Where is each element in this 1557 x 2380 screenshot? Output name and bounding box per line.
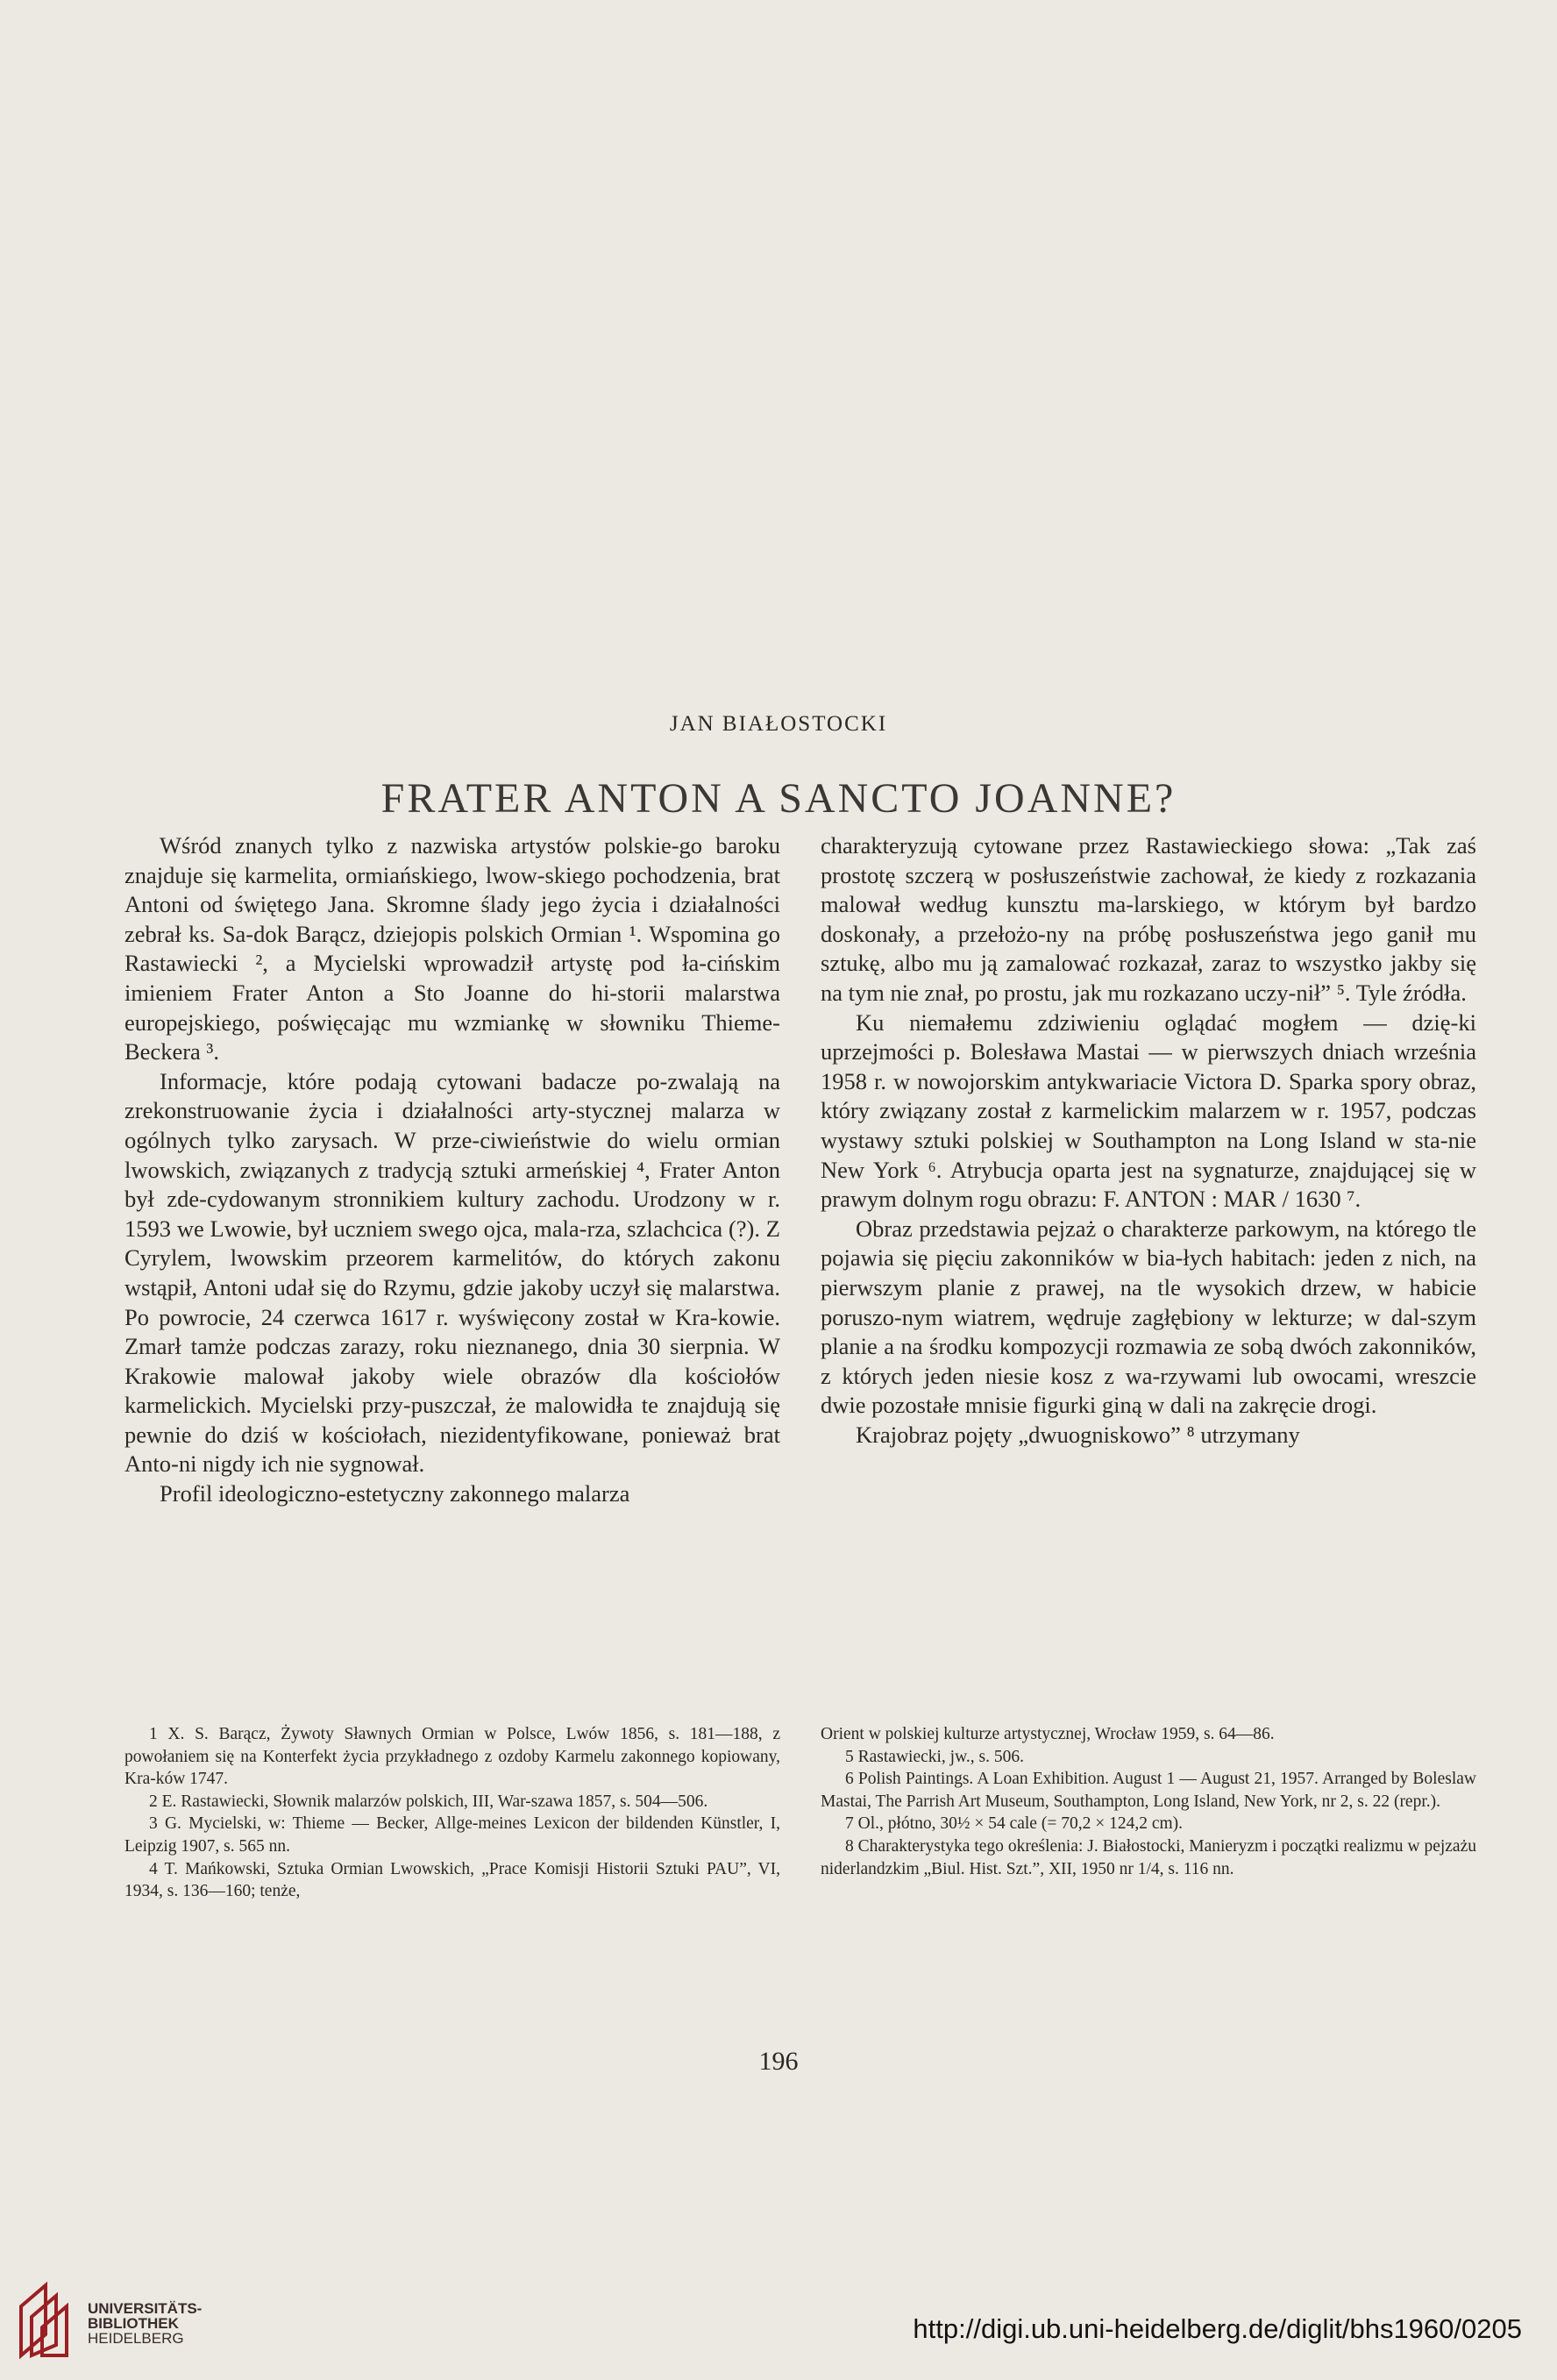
footnote: Orient w polskiej kulturze artystycznej, Wrocław 1959, s. 64—86. [821, 1725, 1275, 1743]
library-name-line: BIBLIOTHEK [88, 2315, 179, 2332]
library-logo-icon [16, 2280, 74, 2361]
footnote: 4 T. Mańkowski, Sztuka Ormian Lwowskich, „Prace Komisji Historii Sztuki PAU”, VI, 1934, s. 136—160; tenże, [124, 1859, 780, 1901]
article-title: FRATER ANTON A SANCTO JOANNE? [380, 775, 1177, 822]
footnote: 6 Polish Paintings. A Loan Exhibition. August 1 — August 21, 1957. Arranged by Boleslaw Mastai, The Parrish Art Museum, Southampton, Long Island, New York, nr 2, s. 22 (repr.). [821, 1770, 1476, 1811]
library-name [88, 2301, 202, 2346]
footnotes-left [124, 1723, 780, 1903]
source-url-link[interactable]: http://digi.ub.uni-heidelberg.de/diglit/bhs1960/0205 [913, 2313, 1522, 2344]
footnote: 3 G. Mycielski, w: Thieme — Becker, Allge-meines Lexicon der bildenden Künstler, I, Leipzig 1907, s. 565 nn. [124, 1814, 780, 1856]
footnote: 5 Rastawiecki, jw., s. 506. [845, 1747, 1024, 1766]
body-paragraph: charakteryzują cytowane przez Rastawieckiego słowa: „Tak zaś prostotę szczerą w posłuszeństwie zachował, że kiedy z rozkazania malował według kunsztu ma-larskiego, w którym był bardzo doskonały, a przełożo-ny na próbę posłuszeństwa jego ganił mu sztukę, albo mu ją zamalować rozkazał, zaraz to wszystko jakby się na tym nie znał, po prostu, jak mu rozkazano uczy-nił” ⁵. Tyle źródła. [821, 832, 1476, 1006]
footnote: 7 Ol., płótno, 30½ × 54 cale (= 70,2 × 124,2 cm). [845, 1814, 1184, 1834]
digitization-footer [0, 2262, 1557, 2380]
library-name-line: HEIDELBERG [88, 2330, 184, 2347]
footnote: 2 E. Rastawiecki, Słownik malarzów polskich, III, War-szawa 1857, s. 504—506. [149, 1792, 708, 1811]
author-name: JAN BIAŁOSTOCKI [669, 712, 888, 736]
footnote: 8 Charakterystyka tego określenia: J. Białostocki, Manieryzm i początki realizmu w pejzażu niderlandzkim „Biul. Hist. Szt.”, XII, 1950 nr 1/4, s. 116 nn. [821, 1836, 1476, 1878]
body-column-right [821, 831, 1476, 1450]
body-paragraph: Informacje, które podają cytowani badacze po-zwalają na zrekonstruowanie życia i działalności arty-stycznej malarza w ogólnych tylko zarysach. W prze-ciwieństwie do wielu ormian lwowskich, związanych z tradycją sztuki armeńskiej ⁴, Frater Anton był zde-cydowanym stronnikiem kultury zachodu. Urodzony w r. 1593 we Lwowie, był uczniem swego ojca, mala-rza, szlachcica (?). Z Cyrylem, lwowskim przeorem karmelitów, do których zakonu wstąpił, Antoni udał się do Rzymu, gdzie jakoby uczył się malarstwa. Po powrocie, 24 czerwca 1617 r. wyświęcony został w Kra-kowie. Zmarł tamże podczas zarazy, roku nieznanego, dnia 30 sierpnia. W Krakowie malował jakoby wiele obrazów dla kościołów karmelickich. Mycielski przy-puszczał, że malowidła te znajdują się pewnie do dziś w kościołach, niezidentyfikowane, ponieważ brat Anto-ni nigdy ich nie sygnował. [124, 1067, 780, 1478]
footnote: 1 X. S. Barącz, Żywoty Sławnych Ormian w Polsce, Lwów 1856, s. 181—188, z powołaniem się na Konterfekt życia przykładnego z ozdoby Karmelu zakonnego kopiowany, Kra-ków 1747. [124, 1725, 780, 1789]
body-paragraph: Krajobraz pojęty „dwuogniskowo” ⁸ utrzymany [856, 1421, 1300, 1448]
body-paragraph: Obraz przedstawia pejzaż o charakterze parkowym, na którego tle pojawia się pięciu zakonników w bia-łych habitach: jeden z nich, na pierwszym planie z prawej, na tle wysokich drzew, w habicie poruszo-nym wiatrem, wędruje zagłębiony w lekturze; w dal-szym planie a na środku kompozycji rozmawia ze sobą dwóch zakonników, z których jeden niesie kosz z wa-rzywami lub owocami, wreszcie dwie pozostałe mnisie figurki giną w dali na zakręcie drogi. [821, 1215, 1476, 1419]
library-name-line: UNIVERSITÄTS- [88, 2300, 203, 2317]
body-column-left [124, 831, 780, 1509]
footnotes-right [821, 1723, 1476, 1880]
body-paragraph: Profil ideologiczno-estetyczny zakonnego malarza [160, 1480, 630, 1507]
body-paragraph: Wśród znanych tylko z nazwiska artystów polskie-go baroku znajduje się karmelita, ormiańskiego, lwow-skiego pochodzenia, brat Antoni od świętego Jana. Skromne ślady jego życia i działalności zebrał ks. Sa-dok Barącz, dziejopis polskich Ormian ¹. Wspomina go Rastawiecki ², a Mycielski wprowadził artystę pod ła-cińskim imieniem Frater Anton a Sto Joanne do hi-storii malarstwa europejskiego, poświęcając mu wzmiankę w słowniku Thieme-Beckera ³. [124, 832, 780, 1065]
page-number: 196 [758, 2047, 799, 2076]
body-paragraph: Ku niemałemu zdziwieniu oglądać mogłem — dzię-ki uprzejmości p. Bolesława Mastai — w pierwszych dniach września 1958 r. w nowojorskim antykwariacie Victora D. Sparka spory obraz, który związany został z karmelickim malarzem w r. 1957, podczas wystawy sztuki polskiej w Southampton na Long Island w sta-nie New York ⁶. Atrybucja oparta jest na sygnaturze, znajdującej się w prawym dolnym rogu obrazu: F. ANTON : MAR / 1630 ⁷. [821, 1008, 1476, 1213]
